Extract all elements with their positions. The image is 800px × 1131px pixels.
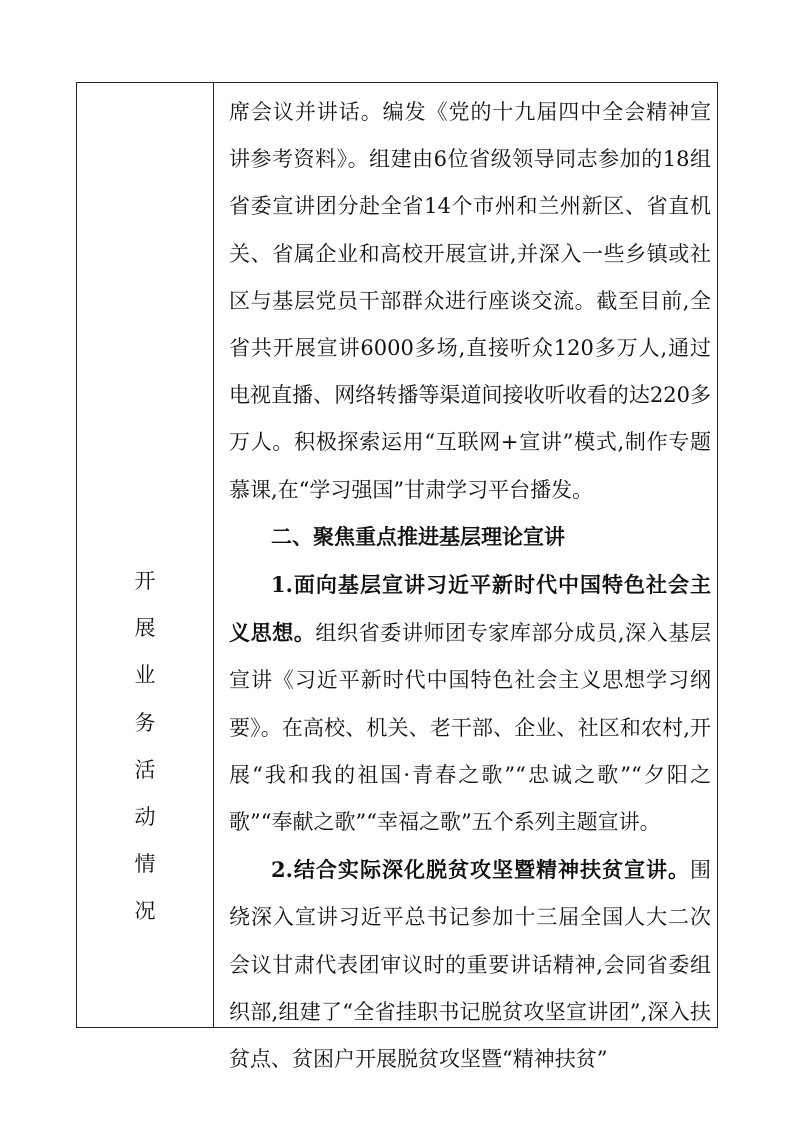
item-1-body: 组织省委讲师团专家库部分成员,深入基层宣讲《习近平新时代中国特色社会主义思想学习纲要》。在高校、机关、老干部、企业、社区和农村,开展“我和我的祖国·青春之歌”“忠诚之歌”“夕阳之歌”“奉献之歌”“幸福之歌”五个系列主题宣讲。 bbox=[229, 621, 711, 835]
label-char: 动 bbox=[134, 805, 156, 830]
item-2-body: 围绕深入宣讲习近平总书记参加十三届全国人大二次会议甘肃代表团审议时的重要讲话精神,会同省委组织部,组建了“全省挂职书记脱贫攻坚宣讲团”,深入扶贫点、贫困户开展脱贫攻坚暨“精神扶贫” bbox=[229, 858, 711, 1072]
label-char: 展 bbox=[134, 616, 156, 641]
label-char: 况 bbox=[134, 899, 156, 924]
label-char: 活 bbox=[134, 757, 156, 782]
label-char: 业 bbox=[134, 663, 156, 688]
item-1-title: 1.面向基层宣讲习近平新时代中国特色社会主义思想。 bbox=[229, 572, 711, 646]
content-cell bbox=[229, 89, 711, 1083]
label-char: 务 bbox=[134, 710, 156, 735]
item-2-title: 2.结合实际深化脱贫攻坚暨精神扶贫宣讲。 bbox=[271, 857, 690, 883]
category-label-cell bbox=[77, 83, 213, 1027]
label-char: 情 bbox=[134, 852, 156, 877]
label-char: 开 bbox=[134, 569, 156, 593]
item-2-paragraph bbox=[229, 846, 711, 1083]
column-divider bbox=[213, 83, 214, 1027]
report-table bbox=[76, 82, 718, 1072]
section-heading: 二、聚焦重点推进基层理论宣讲 bbox=[271, 524, 565, 549]
paragraph-continued: 席会议并讲话。编发《党的十九届四中全会精神宣讲参考资料》。组建由6位省级领导同志参加的18组省委宣讲团分赴全省14个市州和兰州新区、省直机关、省属企业和高校开展宣讲,并深入一些乡镇或社区与基层党员干部群众进行座谈交流。截至目前,全省共开展宣讲6000多场,直接听众120多万人,通过电视直播、网络转播等渠道间接收听收看的达220多万人。积极探索运用“互联网+宣讲”模式,制作专题慕课,在“学习强国”甘肃学习平台播发。 bbox=[229, 100, 711, 502]
item-1-paragraph bbox=[229, 561, 711, 846]
category-label bbox=[77, 558, 213, 936]
